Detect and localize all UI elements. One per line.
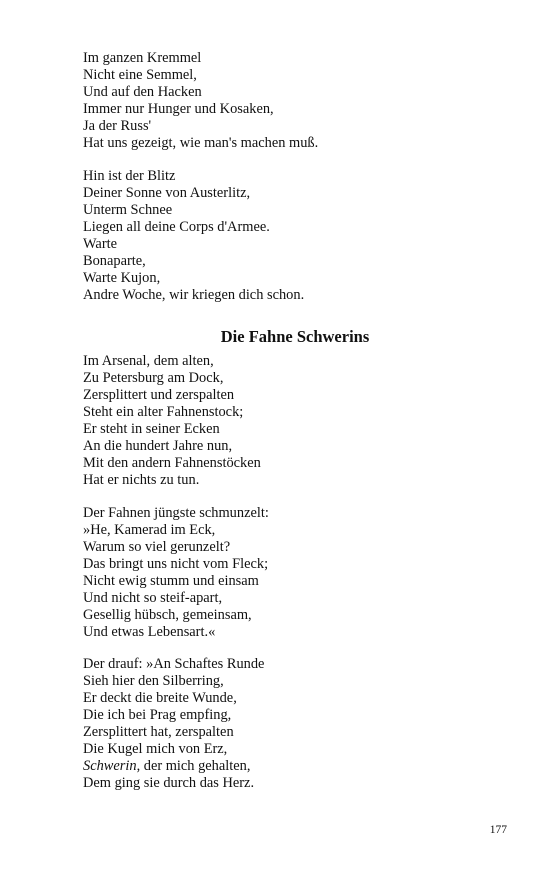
verse-line: Der drauf: »An Schaftes Runde: [83, 656, 265, 672]
verse-line: Immer nur Hunger und Kosaken,: [83, 101, 274, 117]
verse-line: Die ich bei Prag empfing,: [83, 707, 232, 723]
verse-line: Er deckt die breite Wunde,: [83, 690, 237, 706]
verse-line: Das bringt uns nicht vom Fleck;: [83, 556, 269, 572]
verse-line: An die hundert Jahre nun,: [83, 438, 233, 454]
verse-line: Und nicht so steif-apart,: [83, 590, 223, 606]
verse-line: Dem ging sie durch das Herz.: [83, 775, 255, 791]
verse-line: Zu Petersburg am Dock,: [83, 370, 224, 386]
verse-line: Und etwas Lebensart.«: [83, 624, 216, 640]
verse-line: Hat uns gezeigt, wie man's machen muß.: [83, 135, 319, 151]
verse-line-rest: , der mich gehalten,: [136, 758, 251, 774]
stanza-5: [83, 656, 503, 792]
verse-line: Mit den andern Fahnenstöcken: [83, 455, 261, 471]
verse-line: Er steht in seiner Ecken: [83, 421, 220, 437]
verse-line: Deiner Sonne von Austerlitz,: [83, 185, 251, 201]
stanza-1: [83, 50, 503, 152]
poem-title: Die Fahne Schwerins: [220, 327, 370, 346]
verse-line: Sieh hier den Silberring,: [83, 673, 224, 689]
verse-line: Nicht ewig stumm und einsam: [83, 573, 259, 589]
page-number: 177: [489, 824, 507, 836]
italic-name: Schwerin: [83, 758, 137, 774]
stanza-3: [83, 353, 503, 489]
verse-line: Nicht eine Semmel,: [83, 67, 197, 83]
verse-line: Liegen all deine Corps d'Armee.: [83, 219, 270, 235]
verse-line: Steht ein alter Fahnenstock;: [83, 404, 244, 420]
verse-line: Zersplittert hat, zerspalten: [83, 724, 234, 740]
verse-line: Und auf den Hacken: [83, 84, 202, 100]
stanza-4: [83, 505, 503, 641]
verse-line: Warte Kujon,: [83, 270, 161, 286]
verse-line: Warte: [83, 236, 117, 252]
verse-line: Zersplittert und zerspalten: [83, 387, 235, 403]
verse-line: Unterm Schnee: [83, 202, 173, 218]
verse-line: Hat er nichts zu tun.: [83, 472, 200, 488]
verse-line-with-italic: [83, 758, 503, 775]
verse-line: Andre Woche, wir kriegen dich schon.: [83, 287, 305, 303]
verse-line: Gesellig hübsch, gemeinsam,: [83, 607, 252, 623]
verse-line: Im Arsenal, dem alten,: [83, 353, 214, 369]
verse-line: »He, Kamerad im Eck,: [83, 522, 216, 538]
verse-line: Hin ist der Blitz: [83, 168, 176, 184]
verse-line: Im ganzen Kremmel: [83, 50, 202, 66]
verse-line: Bonaparte,: [83, 253, 146, 269]
verse-line: Der Fahnen jüngste schmunzelt:: [83, 505, 269, 521]
verse-line: Die Kugel mich von Erz,: [83, 741, 228, 757]
verse-line: Warum so viel gerunzelt?: [83, 539, 231, 555]
verse-line: Ja der Russ': [83, 118, 152, 134]
stanza-2: [83, 168, 503, 304]
